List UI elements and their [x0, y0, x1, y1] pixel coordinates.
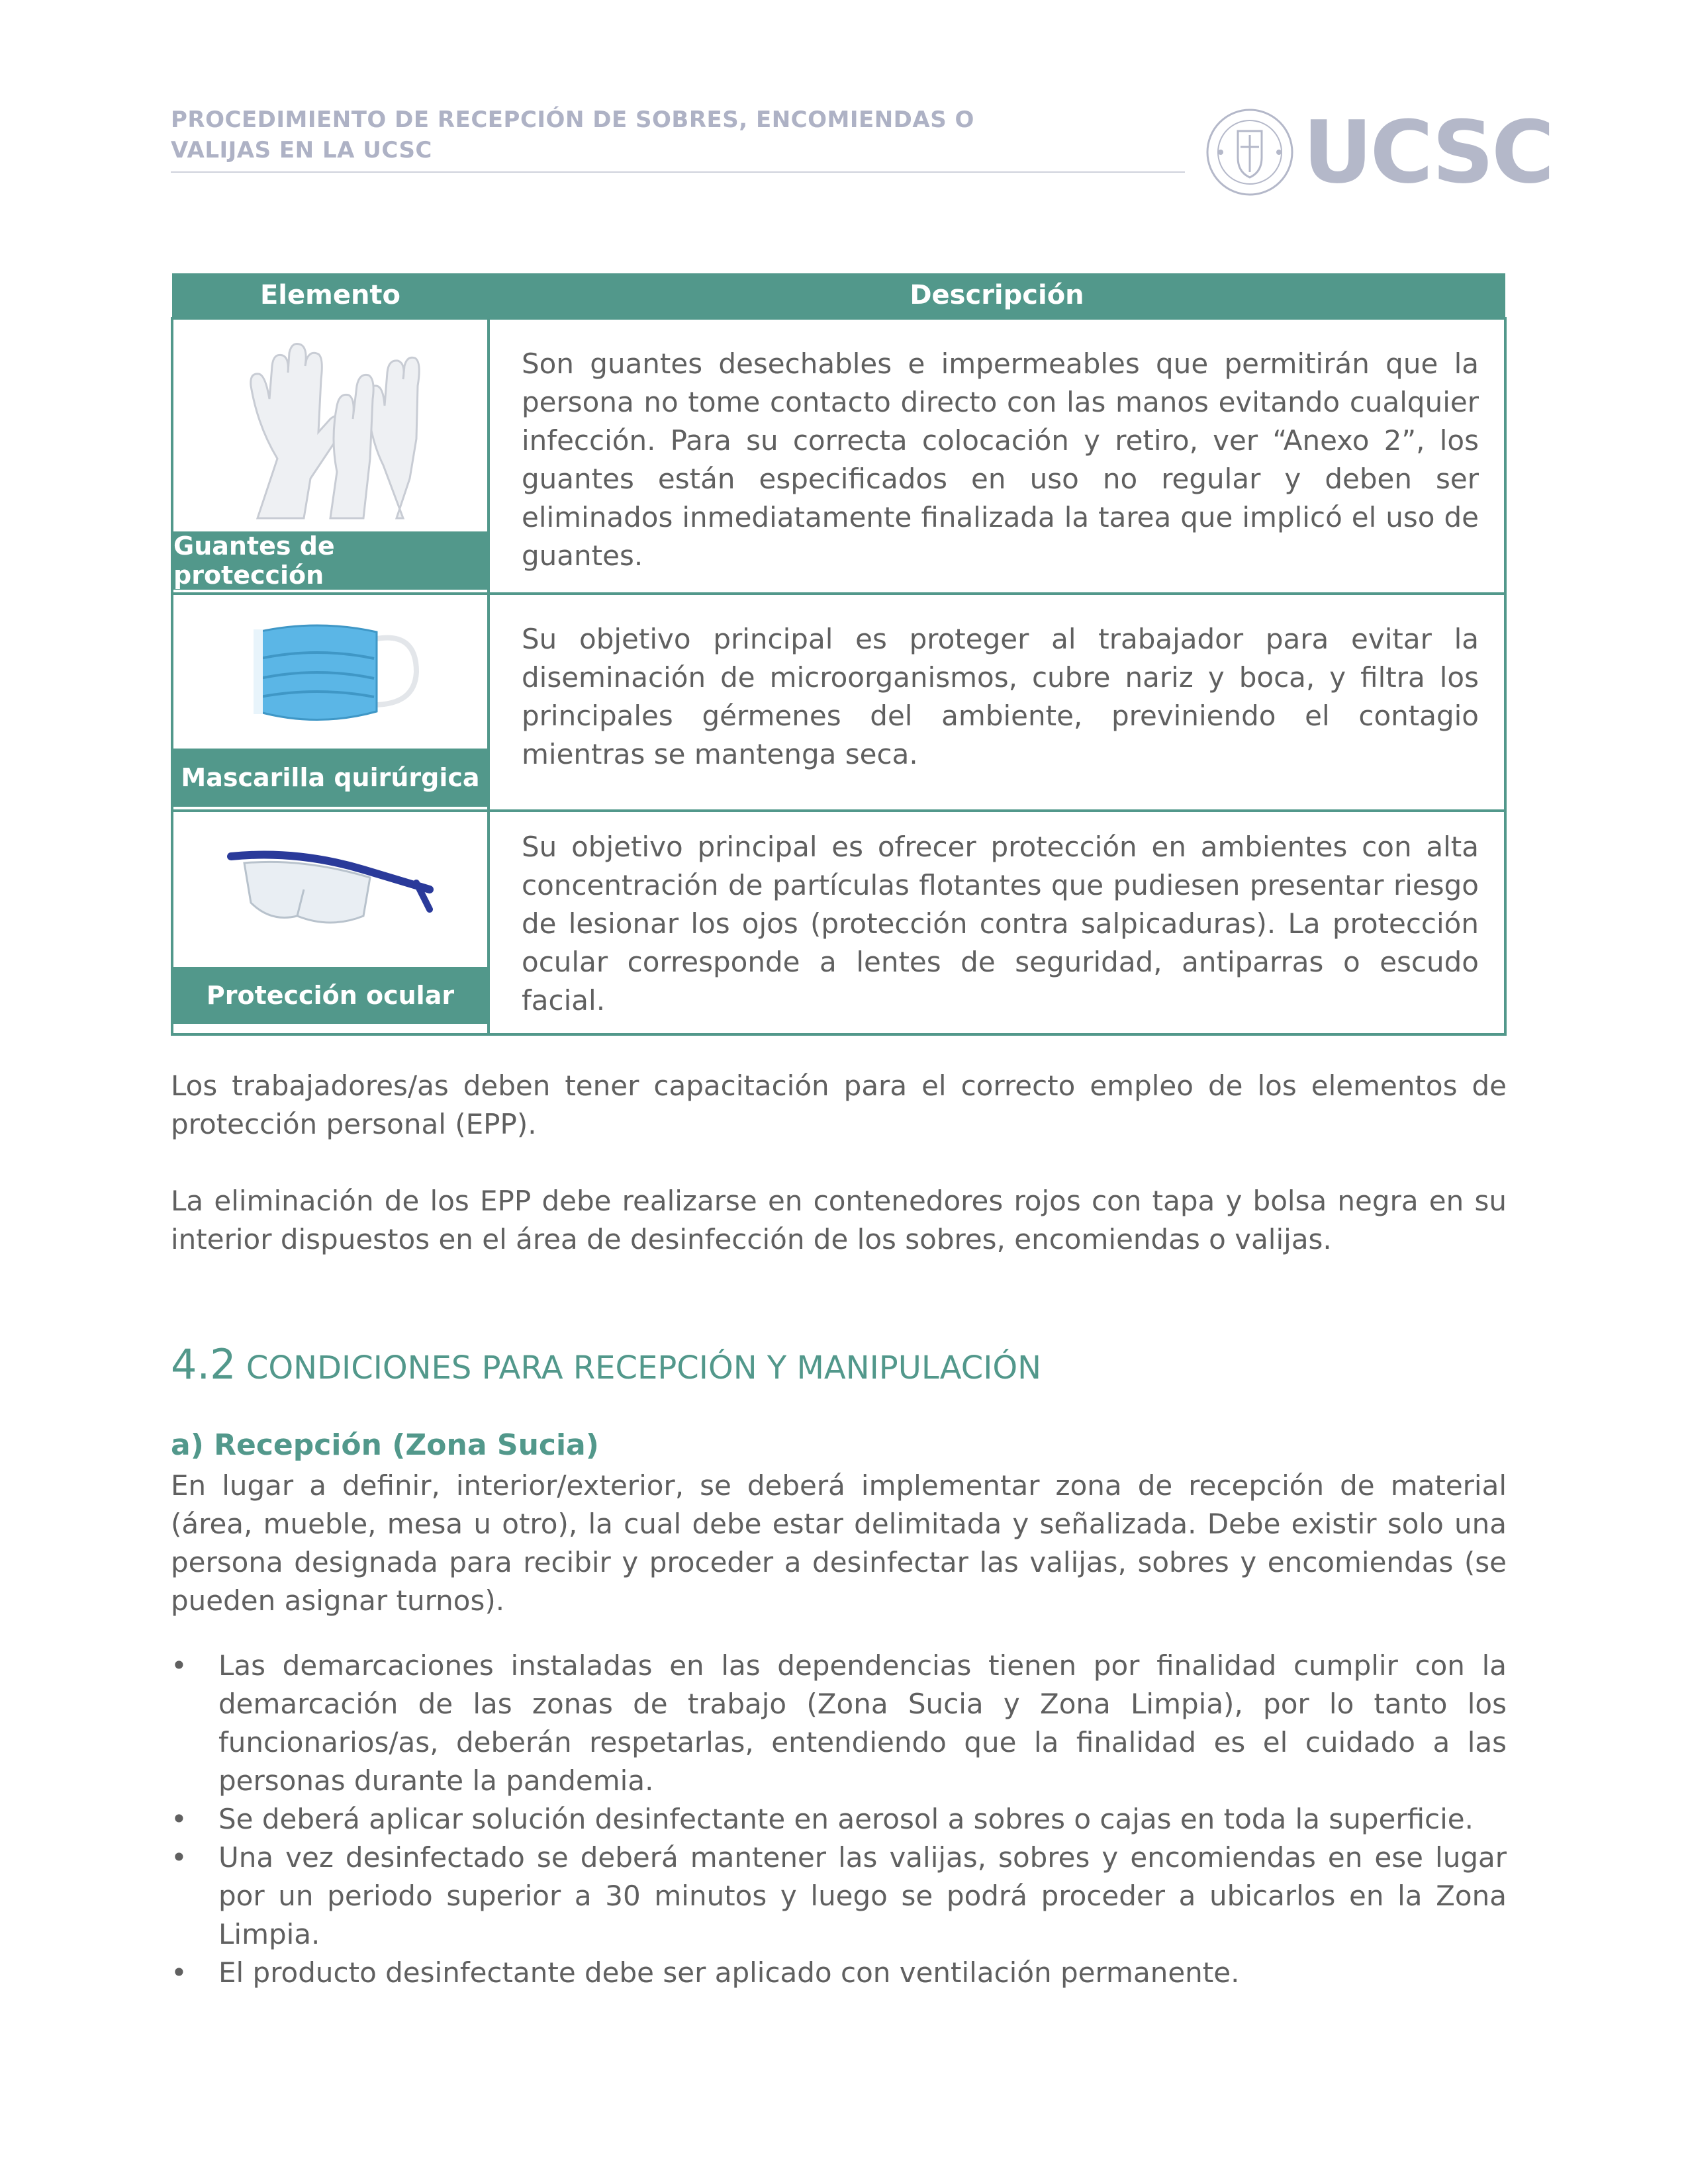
- university-seal-icon: [1203, 106, 1296, 199]
- element-cell: [172, 594, 489, 811]
- list-item: [171, 1647, 1507, 1800]
- header-title-line1: PROCEDIMIENTO DE RECEPCIÓN DE SOBRES, ENCOMIENDAS O: [171, 107, 974, 133]
- list-item: [171, 1839, 1507, 1954]
- gloves-icon: [231, 326, 430, 525]
- list-item: [171, 1800, 1507, 1839]
- mask-image: [173, 595, 487, 749]
- safety-glasses-icon: [218, 830, 443, 949]
- header-title-line2: VALIJAS EN LA UCSC: [171, 137, 432, 163]
- description-gloves: Son guantes desechables e impermeables que permitirán que la persona no tome contacto directo con las manos evitando cualquier infección. Para su correcta colocación y retiro, ver “Anexo 2”, los guantes están especificados en uso no regular y deben ser eliminados inmediatamente finalizada la tarea que implicó el uso de guantes.: [522, 347, 1479, 572]
- element-label-glasses: Protección ocular: [173, 967, 487, 1024]
- paragraph-training: Los trabajadores/as deben tener capacitación para el correcto empleo de los elementos de protección personal (EPP).: [171, 1069, 1507, 1140]
- surgical-mask-icon: [238, 606, 423, 738]
- column-header-description: Descripción: [489, 273, 1505, 318]
- table-row: [172, 318, 1505, 594]
- subsection-heading: a) Recepción (Zona Sucia): [171, 1428, 599, 1462]
- section-heading: [171, 1340, 1041, 1388]
- column-header-element: Elemento: [172, 273, 489, 318]
- description-glasses: Su objetivo principal es ofrecer protección en ambientes con alta concentración de partículas flotantes que pudiesen presentar riesgo de lesionar los ojos (protección contra salpicaduras). La protección ocular corresponde a lentes de seguridad, antiparras o escudo facial.: [522, 831, 1479, 1017]
- table-row: [172, 594, 1505, 811]
- epp-table: [171, 273, 1507, 1036]
- glasses-image: [173, 812, 487, 967]
- list-item-text: Una vez desinfectado se deberá mantener las valijas, sobres y encomiendas en ese lugar por un periodo superior a 30 minutos y luego se podrá proceder a ubicarlos en la Zona Limpia.: [218, 1841, 1507, 1950]
- element-cell: [172, 811, 489, 1034]
- table-header-row: [172, 273, 1505, 318]
- list-item-text: Se deberá aplicar solución desinfectante en aerosol a sobres o cajas en toda la superficie.: [218, 1803, 1474, 1835]
- gloves-image: [173, 320, 487, 531]
- description-mask: Su objetivo principal es proteger al trabajador para evitar la diseminación de microorganismos, cubre nariz y boca, y filtra los principales gérmenes del ambiente, previniendo el contagio mientras se mantenga seca.: [522, 623, 1479, 770]
- list-item-text: Las demarcaciones instaladas en las dependencias tienen por finalidad cumplir con la demarcación de las zonas de trabajo (Zona Sucia y Zona Limpia), por lo tanto los funcionarios/as, deberán respetarlas, entendiendo que la finalidad es el cuidado a las personas durante la pandemia.: [218, 1649, 1507, 1797]
- list-item: [171, 1954, 1507, 1992]
- description-cell: [489, 318, 1505, 594]
- bullet-list: [171, 1647, 1507, 1992]
- document-header-title: [171, 105, 1031, 165]
- header-divider: [171, 171, 1185, 173]
- list-item-text: El producto desinfectante debe ser aplicado con ventilación permanente.: [218, 1956, 1240, 1989]
- element-label-gloves: Guantes de protección: [173, 531, 487, 590]
- bullet-marker: •: [171, 1649, 187, 1682]
- element-label-mask: Mascarilla quirúrgica: [173, 749, 487, 807]
- bullet-marker: •: [171, 1956, 187, 1989]
- bullet-marker: •: [171, 1841, 187, 1874]
- section-title: CONDICIONES PARA RECEPCIÓN Y MANIPULACIÓN: [246, 1349, 1042, 1387]
- paragraph-reception-intro: En lugar a definir, interior/exterior, se deberá implementar zona de recepción de material (área, mueble, mesa u otro), la cual debe estar delimitada y señalizada. Debe existir solo una persona designada para recibir y proceder a desinfectar las valijas, sobres y encomiendas (se pueden asignar turnos).: [171, 1469, 1507, 1617]
- element-cell: [172, 318, 489, 594]
- bullet-marker: •: [171, 1803, 187, 1835]
- ucsc-logo: UCSC: [1303, 102, 1552, 203]
- table-row: [172, 811, 1505, 1034]
- paragraph-disposal: La eliminación de los EPP debe realizarse en contenedores rojos con tapa y bolsa negra en su interior dispuestos en el área de desinfección de los sobres, encomiendas o valijas.: [171, 1185, 1507, 1255]
- section-number: 4.2: [171, 1340, 236, 1388]
- description-cell: [489, 811, 1505, 1034]
- description-cell: [489, 594, 1505, 811]
